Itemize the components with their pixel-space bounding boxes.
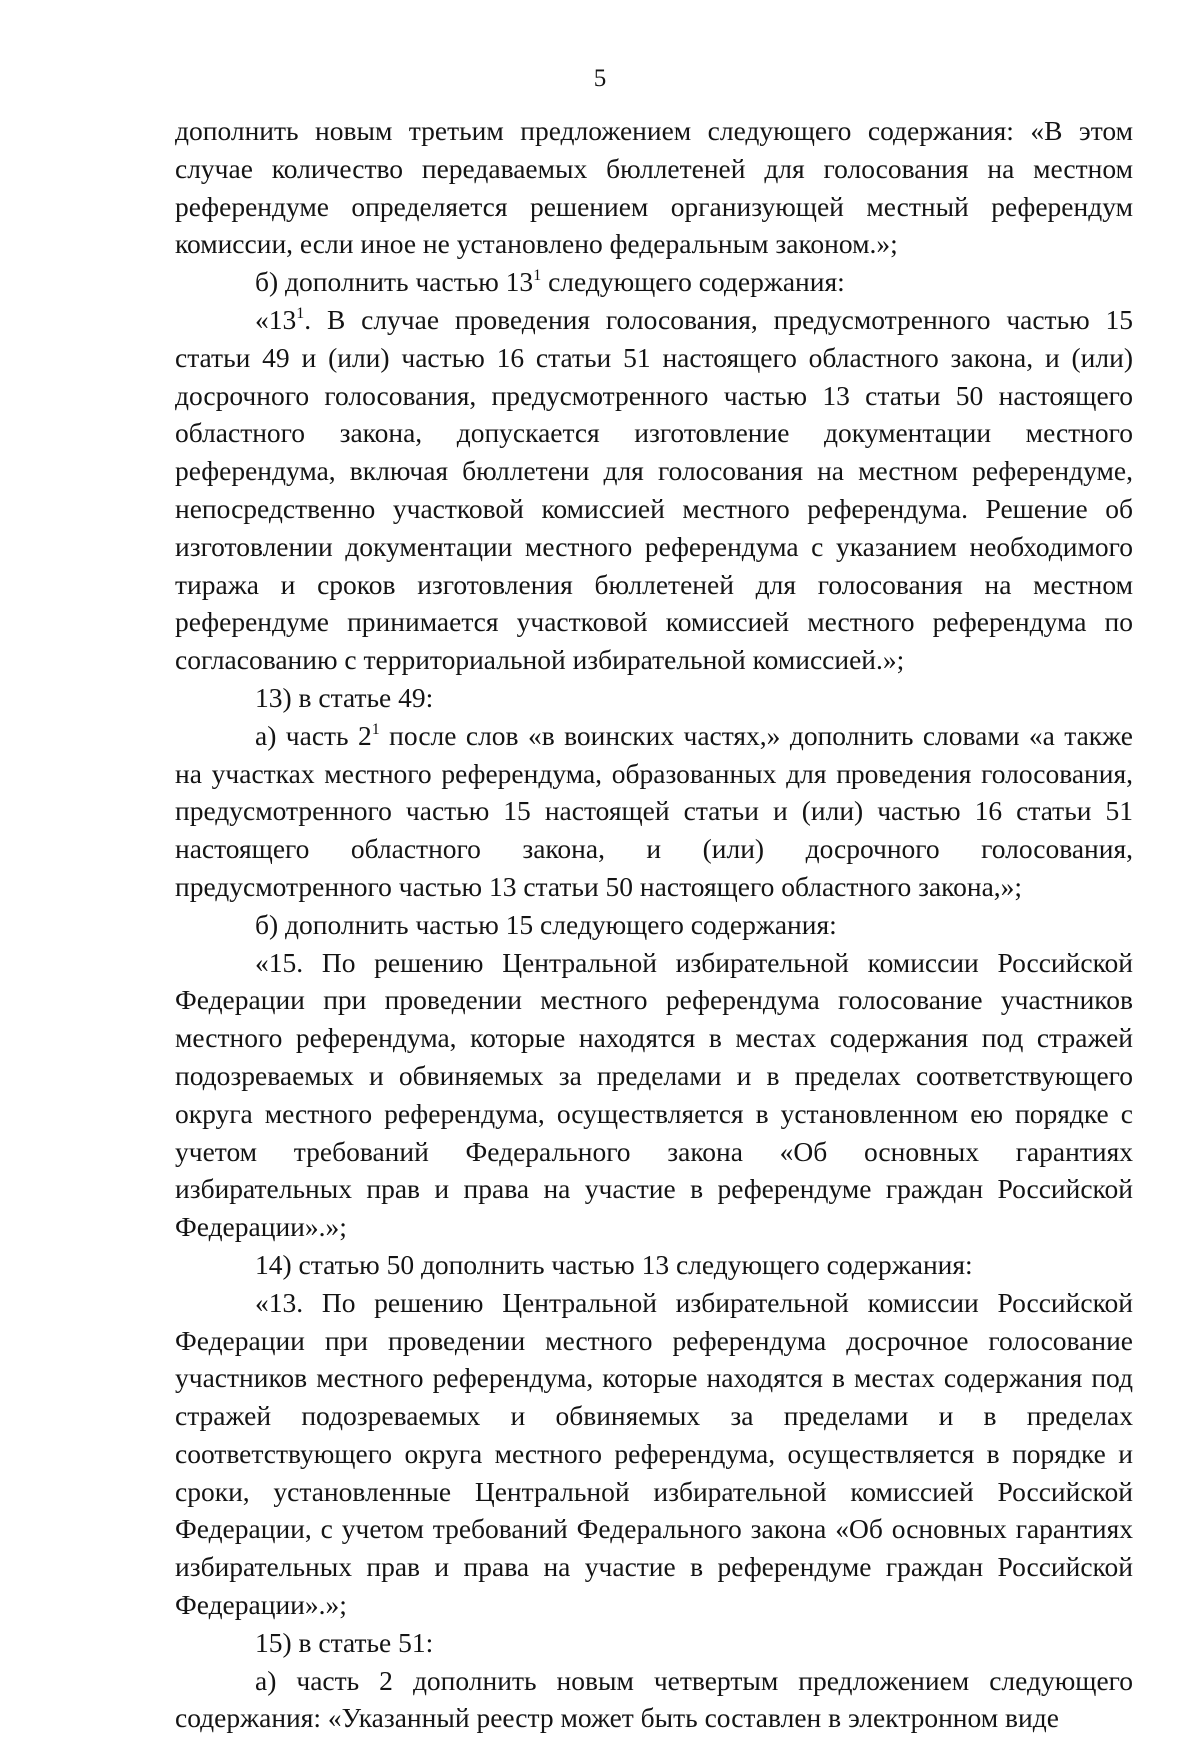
paragraph-3-text-end: . В случае проведения голосования, предусмотренного частью 15 статьи 49 и (или) частью 16 статьи 51 настоящего областного закона, и (или) досрочного голосования, предусмотренного частью 13 статьи 50 настоящего областного закона, допускается изготовление документации местного референдума, включая бюллетени для голосования на местном референдуме, непосредственно участковой комиссией местного референдума. Решение об изготовлении документации местного референдума с указанием необходимого тиража и сроков изготовления бюллетеней для голосования на местном референдуме принимается участковой комиссией местного референдума по согласованию с территориальной избирательной комиссией.»; — [175, 303, 1133, 676]
paragraph-9: «13. По решению Центральной избирательной комиссии Российской Федерации при проведении местного референдума досрочное голосование участников местного референдума, которые находятся в местах содержания под стражей подозреваемых и обвиняемых за пределами и в пределах соответствующего округа местного референдума, осуществляется в порядке и сроки, установленные Центральной избирательной комиссией Российской Федерации, с учетом требований Федерального закона «Об основных гарантиях избирательных прав и права на участие в референдуме граждан Российской Федерации».»; — [175, 1286, 1133, 1621]
paragraph-6: б) дополнить частью 15 следующего содержания: — [255, 908, 837, 940]
paragraph-3-text-start: «13 — [255, 303, 297, 335]
superscript-1: 1 — [533, 267, 542, 285]
superscript-1: 1 — [371, 720, 380, 738]
paragraph-3 — [175, 301, 1133, 679]
paragraph-10: 15) в статье 51: — [255, 1626, 434, 1658]
paragraph-8: 14) статью 50 дополнить частью 13 следующего содержания: — [255, 1248, 973, 1280]
paragraph-11: а) часть 2 дополнить новым четвертым предложением следующего содержания: «Указанный реестр может быть составлен в электронном виде — [175, 1664, 1133, 1734]
superscript-1: 1 — [296, 304, 305, 322]
document-body — [175, 112, 1133, 1737]
paragraph-2 — [175, 263, 1133, 301]
paragraph-1: дополнить новым третьим предложением следующего содержания: «В этом случае количество передаваемых бюллетеней для голосования на местном референдуме определяется решением организующей местный референдум комиссии, если иное не установлено федеральным законом.»; — [175, 115, 1133, 260]
page-number: 5 — [593, 65, 607, 92]
paragraph-2-text-end: следующего содержания: — [541, 266, 845, 298]
paragraph-5-text-start: а) часть 2 — [255, 719, 372, 751]
paragraph-5 — [175, 717, 1133, 906]
paragraph-5-text-end: после слов «в воинских частях,» дополнить словами «а также на участках местного референдума, образованных для проведения голосования, предусмотренного частью 15 настоящей статьи и (или) частью 16 статьи 51 настоящего областного закона, и (или) досрочного голосования, предусмотренного частью 13 статьи 50 настоящего областного закона,»; — [175, 719, 1133, 902]
paragraph-4: 13) в статье 49: — [255, 681, 434, 713]
paragraph-2-text-start: б) дополнить частью 13 — [255, 266, 534, 298]
paragraph-7: «15. По решению Центральной избирательной комиссии Российской Федерации при проведении местного референдума голосование участников местного референдума, которые находятся в местах содержания под стражей подозреваемых и обвиняемых за пределами и в пределах соответствующего округа местного референдума, осуществляется в установленном ею порядке с учетом требований Федерального закона «Об основных гарантиях избирательных прав и права на участие в референдуме граждан Российской Федерации».»; — [175, 946, 1133, 1243]
